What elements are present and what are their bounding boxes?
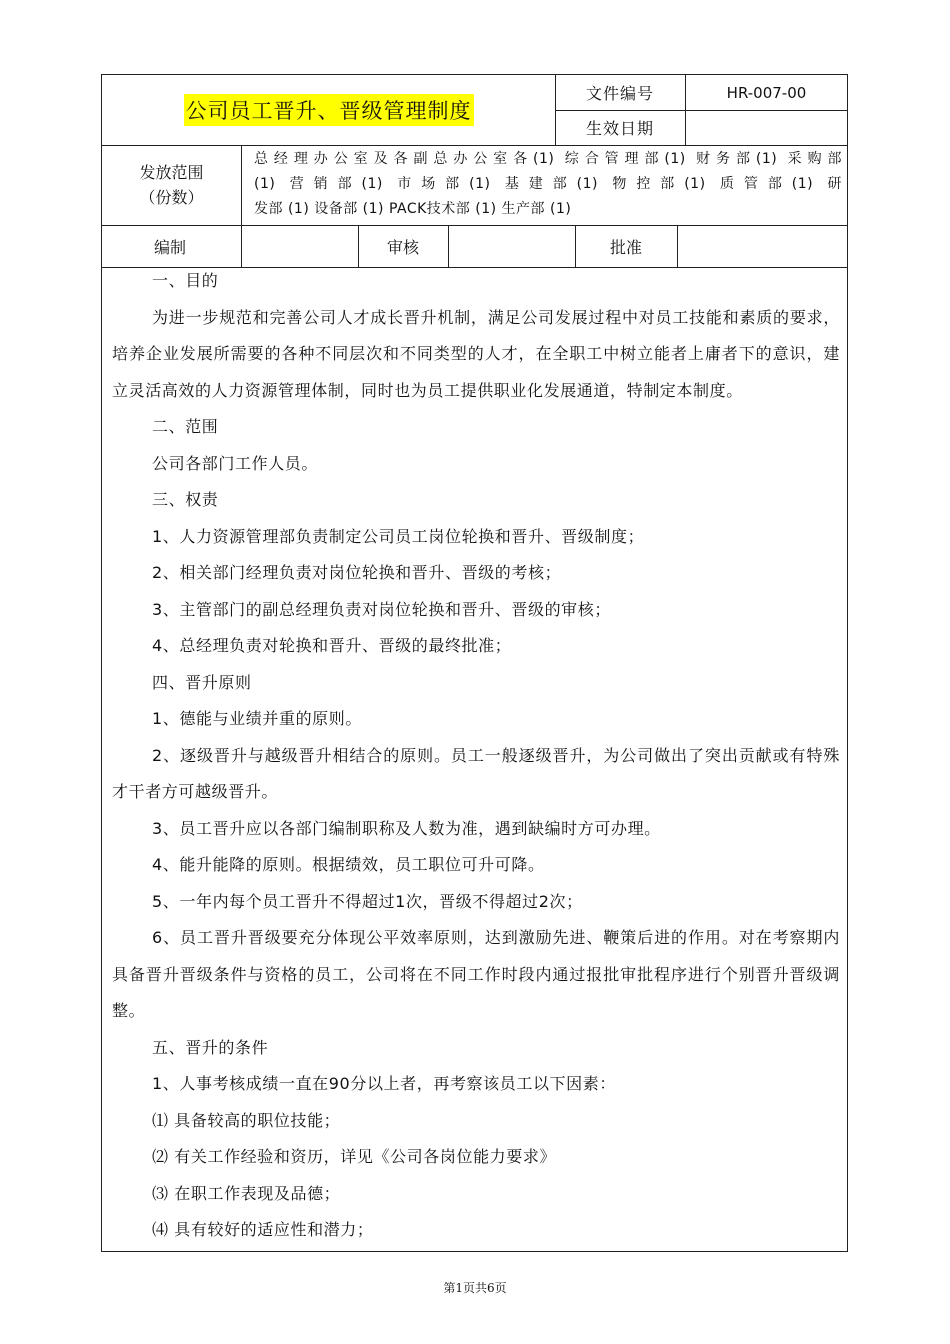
list-item: ⑵ 有关工作经验和资历，详见《公司各岗位能力要求》 [152,1147,557,1166]
paragraph: 公司各部门工作人员。 [152,453,319,473]
list-item: 1、德能与业绩并重的原则。 [152,709,362,728]
list-item: 2、相关部门经理负责对岗位轮换和晋升、晋级的考核； [152,563,562,582]
distribution-label-line1: 发放范围 [139,163,204,182]
compile-label: 编制 [154,237,187,257]
distribution-line: 总经理办公室及各副总办公室各(1) 综合管理部(1) 财务部(1) 采购部 [254,151,842,167]
distribution-label [102,145,241,225]
list-item: 4、总经理负责对轮换和晋升、晋级的最终批准； [152,636,512,655]
effective-date-label: 生效日期 [585,119,654,138]
list-item: ⑷ 具有较好的适应性和潜力； [152,1220,374,1239]
distribution-line: 发部 (1) 设备部 (1) PACK技术部 (1) 生产部 (1) [254,201,572,217]
compile-value [241,225,358,267]
section-heading: 四、晋升原则 [152,672,252,692]
list-item: 5、一年内每个员工晋升不得超过1次，晋级不得超过2次； [152,891,583,911]
document-body [112,263,840,1249]
review-value [448,225,575,267]
list-item: 1、人力资源管理部负责制定公司员工岗位轮换和晋升、晋级制度； [152,526,645,546]
document-frame [101,74,848,1252]
doc-number-label: 文件编号 [585,84,654,103]
doc-number-value: HR-007-00 [726,83,807,102]
paragraph: 为进一步规范和完善公司人才成长晋升机制，满足公司发展过程中对员工技能和素质的要求，培养企业发展所需要的各种不同层次和不同类型的人才，在全职工中树立能者上庸者下的意识，建立灵活高效的人力资源管理体制，同时也为员工提供职业化发展通道，特制定本制度。 [112,307,840,400]
section-heading: 五、晋升的条件 [152,1037,269,1057]
section-heading: 二、范围 [152,417,219,436]
distribution-line: (1) 营销部(1) 市场部(1) 基建部(1) 物控部(1) 质管部(1) 研 [254,176,842,192]
list-item: ⑴ 具备较高的职位技能； [152,1110,341,1130]
distribution-label-line2: （份数） [139,188,204,207]
section-heading: 三、权责 [152,490,219,509]
page-number: 第1页共6页 [443,1281,507,1295]
list-item: 2、逐级晋升与越级晋升相结合的原则。员工一般逐级晋升，为公司做出了突出贡献或有特殊才干者方可越级晋升。 [112,745,840,801]
row-divider [241,145,242,225]
approve-value [677,225,848,267]
approve-label: 批准 [609,237,642,257]
list-item: 3、主管部门的副总经理负责对岗位轮换和晋升、晋级的审核； [152,599,611,619]
document-title: 公司员工晋升、晋级管理制度 [184,94,474,126]
effective-date-value [685,110,848,145]
list-item: 3、员工晋升应以各部门编制职称及人数为准，遇到缺编时方可办理。 [152,818,661,838]
list-item: 1、人事考核成绩一直在90分以上者，再考察该员工以下因素： [152,1074,616,1093]
list-item: ⑶ 在职工作表现及品德； [152,1183,341,1203]
title-cell [102,75,555,145]
section-heading: 一、目的 [152,271,219,290]
review-label: 审核 [386,237,419,257]
distribution-list [254,147,842,222]
list-item: 6、员工晋升晋级要充分体现公平效率原则，达到激励先进、鞭策后进的作用。对在考察期内具备晋升晋级条件与资格的员工，公司将在不同工作时段内通过报批审批程序进行个别晋升晋级调整。 [112,928,840,1020]
list-item: 4、能升能降的原则。根据绩效，员工职位可升可降。 [152,855,545,874]
